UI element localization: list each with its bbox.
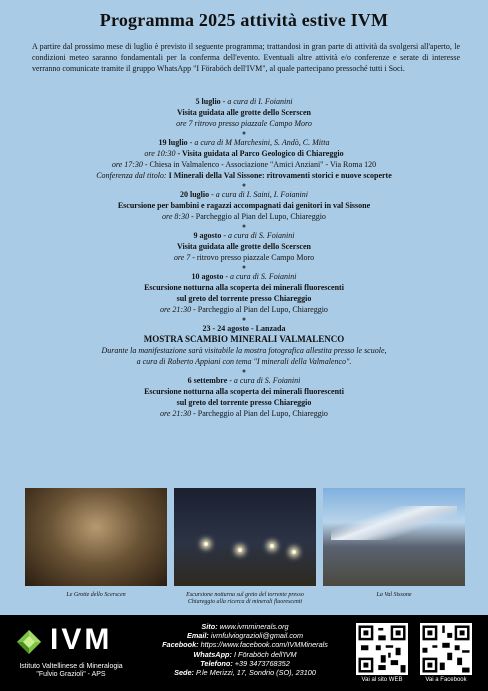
night-excursion-photo — [174, 488, 316, 586]
event-date: 20 luglio - a cura di I. Saini, I. Foianini — [179, 190, 308, 199]
event-info: ore 21:30 - Parcheggio al Pian del Lupo, Chiareggio — [160, 305, 328, 314]
contact-sede: Sede: P.le Merizzi, 17, Sondrio (SO), 23100 — [174, 668, 316, 678]
event-title: Visita guidata alle grotte dello Scerscen — [177, 242, 311, 251]
qr-caption: Vai a Facebook — [425, 677, 467, 683]
event-info: ore 7 - ritrovo presso piazzale Campo Moro — [173, 253, 315, 262]
event-title: Escursione notturna alla scoperta dei minerali fluorescenti — [144, 283, 344, 292]
event-title: MOSTRA SCAMBIO MINERALI VALMALENCO — [143, 334, 345, 344]
contact-telefono: Telefono: +39 3473768352 — [200, 658, 290, 668]
page-title: Programma 2025 attività estive IVM — [99, 10, 389, 30]
qr-code-website-icon[interactable] — [356, 623, 408, 675]
institute-name: Istituto Valtellinese di Mineralogia "Fulvio Grazioli" - APS — [19, 663, 123, 678]
event-title: Escursione per bambini e ragazzi accompagnati dai genitori in val Sissone — [117, 201, 371, 210]
event-date: 6 settembre - a cura di S. Foianini — [187, 376, 301, 385]
photo-caption: Escursione notturna sul greto del torrente presso Chiareggio alla ricerca di minerali fluorescenti — [186, 592, 304, 605]
qr-caption: Vai al sito WEB — [361, 677, 403, 683]
qr-code-facebook-icon[interactable] — [420, 623, 472, 675]
event-title: Visita guidata alle grotte dello Scerscen — [177, 108, 311, 117]
event-date: 10 agosto - a cura di S. Foianini — [191, 272, 297, 281]
event-info: ore 7 ritrovo presso piazzale Campo Moro — [176, 119, 312, 128]
event-conference: Conferenza dal titolo: I Minerali della Val Sissone: ritrovamenti storici e nuove scoperte — [96, 171, 392, 180]
contact-sito[interactable]: Sito: www.ivmminerals.org — [201, 622, 289, 631]
event-title: sul greto del torrente presso Chiareggio — [176, 294, 312, 303]
contact-facebook[interactable]: Facebook: https://www.facebook.com/IVMMinerals — [162, 640, 328, 650]
separator: ● — [241, 315, 247, 323]
photo-caption: Le Grotte dello Scerscen — [66, 592, 126, 598]
event-desc: a cura di Roberto Appiani con tema "I minerali della Valmalenco". — [136, 357, 352, 366]
separator: ● — [241, 222, 247, 230]
photo-caption: La Val Sissone — [376, 592, 412, 598]
event-date: 9 agosto - a cura di S. Foianini — [193, 231, 295, 240]
contacts — [140, 622, 350, 677]
val-sissone-photo — [323, 488, 465, 586]
contact-whatsapp: WhatsApp: I Föraböch dell'IVM — [193, 649, 297, 659]
footer — [0, 615, 488, 691]
separator: ● — [241, 181, 247, 189]
logo-text: IVM — [50, 623, 113, 656]
separator: ● — [241, 263, 247, 271]
ivm-logo — [16, 625, 126, 661]
cave-photo — [25, 488, 167, 586]
event-info: ore 8:30 - Parcheggio al Pian del Lupo, Chiareggio — [162, 212, 326, 221]
photo-strip — [25, 488, 465, 588]
mineral-crystal-icon — [16, 629, 42, 655]
event-line: ore 10:30 - Visita guidata al Parco Geologico di Chiareggio — [144, 149, 344, 158]
event-date: 23 - 24 agosto - Lanzada — [202, 324, 286, 333]
event-title: Escursione notturna alla scoperta dei minerali fluorescenti — [144, 387, 344, 396]
events-list — [0, 96, 488, 419]
intro-paragraph: A partire dal prossimo mese di luglio è previsto il seguente programma; trattandosi in gran parte di attività da svolgersi all'aperto, le condizioni meteo saranno fondamentali per la conferma dell'evento. Eventuali altre attività e/o conferenze e serate di interesse verranno comunicate tramite il gruppo WhatsApp "I Föraböch dell'IVM", al quale partecipano pressoché tutti i Soci. — [32, 42, 460, 73]
contact-email[interactable]: Email: ivmfulviograzioli@gmail.com — [186, 631, 304, 641]
event-info: ore 21:30 - Parcheggio al Pian del Lupo, Chiareggio — [160, 409, 328, 418]
event-desc: Durante la manifestazione sarà visitabile la mostra fotografica allestita presso le scuole, — [101, 346, 387, 355]
event-date: 19 luglio - a cura di M Marchesini, S. Andò, C. Mitta — [158, 138, 330, 147]
separator: ● — [241, 367, 247, 375]
event-title: sul greto del torrente presso Chiareggio — [176, 398, 312, 407]
event-date: 5 luglio - a cura di I. Foianini — [195, 97, 293, 106]
event-line: ore 17:30 - Chiesa in Valmalenco - Associazione "Amici Anziani" - Via Roma 120 — [111, 160, 377, 169]
separator: ● — [241, 129, 247, 137]
